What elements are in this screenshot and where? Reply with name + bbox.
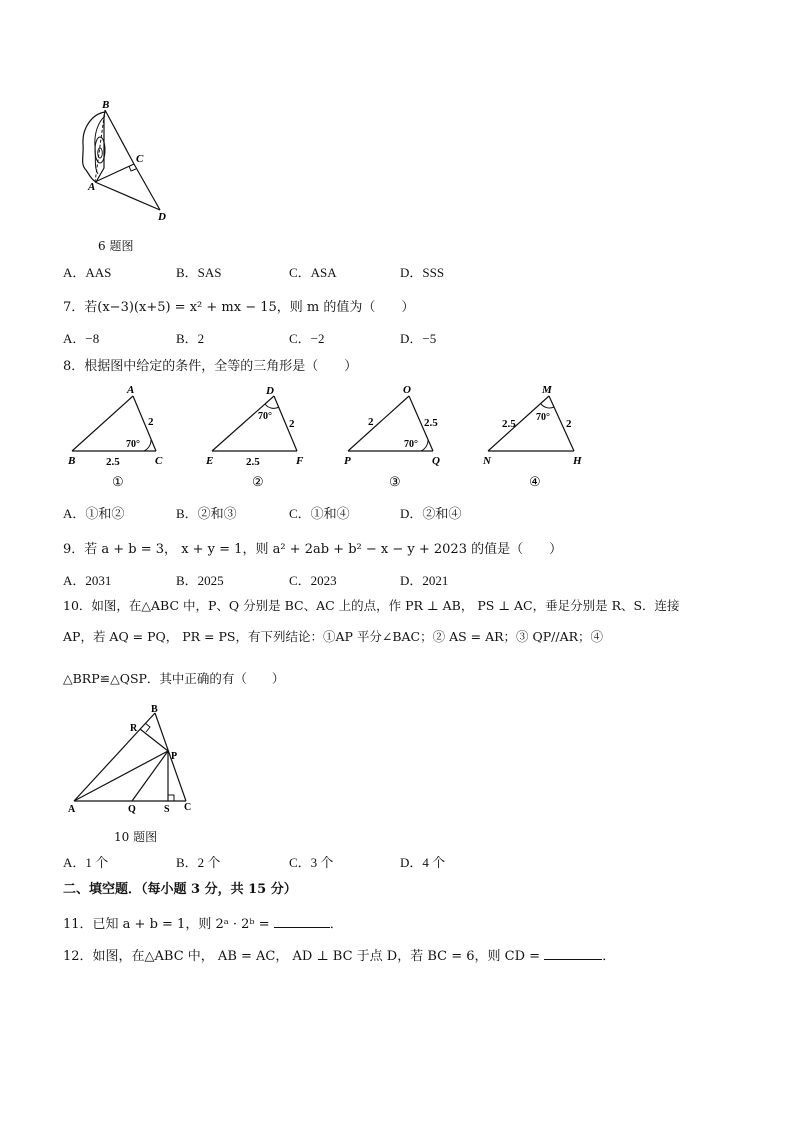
tri3-vertex-p: P: [344, 455, 351, 467]
tri1-base-label: 2.5: [106, 456, 120, 468]
tri1-side-label: 2: [148, 416, 154, 428]
tri4-vertex-n: N: [483, 455, 491, 467]
q9-text: 9．若 a + b = 3， x + y = 1，则 a² + 2ab + b² − x − y + 2023 的值是（ ）: [63, 542, 563, 557]
tri1-vertex-b: B: [68, 455, 76, 467]
tri3-right-label: 2.5: [424, 417, 438, 429]
q6-option-a[interactable]: A．AAS: [63, 265, 112, 280]
q9-option-d[interactable]: D．2021: [400, 573, 449, 588]
tri2-vertex-d: D: [266, 385, 274, 397]
tri4-number: ④: [529, 474, 541, 489]
q7-option-a[interactable]: A．−8: [63, 331, 100, 346]
q8-option-b[interactable]: B．②和③: [176, 506, 237, 521]
q12-text: 12．如图，在△ABC 中， AB = AC， AD ⊥ BC 于点 D，若 BC = 6，则 CD =: [63, 949, 545, 964]
q11-question: [63, 913, 343, 932]
tri2-side-label: 2: [289, 418, 295, 430]
q10-option-a[interactable]: A．1 个: [63, 855, 109, 870]
tri2-vertex-f: F: [296, 455, 304, 467]
tri1-angle-label: 70°: [126, 439, 140, 450]
fig6-caption: 6 题图: [98, 239, 134, 253]
figure-q10: [62, 702, 202, 818]
q8-option-d[interactable]: D．②和④: [400, 506, 462, 521]
q9-option-b[interactable]: B．2025: [176, 573, 224, 588]
q8-triangle-3: [344, 384, 440, 489]
tri1-number: ①: [112, 474, 124, 489]
fig6-label-d: D: [158, 211, 166, 223]
tri4-vertex-h: H: [573, 455, 582, 467]
q7-option-c[interactable]: C．−2: [289, 331, 325, 346]
q7-option-d[interactable]: D．−5: [400, 331, 437, 346]
tri1-vertex-a: A: [127, 384, 135, 396]
q10-text-line3: △BRP≌△QSP．其中正确的有（ ）: [63, 671, 285, 686]
q10-text-line1: 10．如图，在△ABC 中，P、Q 分别是 BC、AC 上的点，作 PR ⊥ AB， PS ⊥ AC，垂足分别是 R、S．连接: [63, 598, 680, 613]
fig10-label-c: C: [184, 802, 192, 813]
tri3-angle-label: 70°: [404, 439, 418, 450]
q9-option-c[interactable]: C．2023: [289, 573, 337, 588]
fig10-label-a: A: [68, 804, 76, 815]
q9-option-a[interactable]: A．2031: [63, 573, 112, 588]
q10-option-b[interactable]: B．2 个: [176, 855, 221, 870]
q12-answer-blank[interactable]: [544, 947, 602, 960]
tri3-left-label: 2: [368, 416, 374, 428]
q8-text: 8．根据图中给定的条件，全等的三角形是（ ）: [63, 359, 358, 374]
section2-title: 二、填空题．（每小题 3 分，共 15 分）: [63, 882, 297, 897]
q11-text: 11．已知 a + b = 1，则 2ᵃ · 2ᵇ =: [63, 917, 274, 932]
tri4-angle-label: 70°: [536, 412, 550, 423]
tri2-vertex-e: E: [206, 455, 214, 467]
fig10-label-b: B: [151, 704, 158, 715]
q10-option-d[interactable]: D．4 个: [400, 855, 446, 870]
q12-period: ．: [602, 949, 616, 964]
figure-q6: [74, 98, 174, 224]
tri4-right-label: 2: [566, 418, 572, 430]
fig6-label-b: B: [102, 99, 110, 111]
q8-triangle-1: [67, 384, 163, 489]
figure-q8: [60, 380, 600, 492]
tri2-angle-label: 70°: [258, 411, 272, 422]
q6-option-b[interactable]: B．SAS: [176, 265, 222, 280]
fig6-label-c: C: [136, 153, 144, 165]
q8-triangle-2: [205, 385, 304, 489]
tri1-vertex-c: C: [155, 455, 163, 467]
fig10-label-r: R: [130, 723, 138, 734]
q10-text-line2: AP，若 AQ = PQ， PR = PS，有下列结论：①AP 平分∠BAC；② AS = AR；③ QP//AR；④: [63, 629, 604, 644]
tri2-base-label: 2.5: [246, 456, 260, 468]
q8-option-a[interactable]: A．①和②: [63, 506, 125, 521]
fig10-label-p: P: [171, 751, 178, 762]
fig10-caption: 10 题图: [114, 830, 158, 844]
tri3-vertex-o: O: [403, 384, 411, 396]
q8-option-c[interactable]: C．①和④: [289, 506, 350, 521]
fig10-label-s: S: [164, 804, 170, 815]
q11-period: ．: [329, 917, 343, 932]
tri3-vertex-q: Q: [432, 455, 440, 467]
q12-question: [63, 945, 615, 964]
fig10-label-q: Q: [128, 804, 136, 815]
q7-text: 7．若(x−3)(x+5) = x² + mx − 15，则 m 的值为（ ）: [63, 300, 415, 315]
q11-answer-blank[interactable]: [274, 915, 330, 928]
q10-option-c[interactable]: C．3 个: [289, 855, 334, 870]
tri2-number: ②: [252, 474, 264, 489]
q6-option-c[interactable]: C．ASA: [289, 265, 337, 280]
q8-triangle-4: [482, 384, 582, 489]
tri4-vertex-m: M: [542, 384, 552, 396]
tri3-number: ③: [389, 474, 401, 489]
tri4-left-label: 2.5: [502, 418, 516, 430]
q7-option-b[interactable]: B．2: [176, 331, 205, 346]
fig6-label-a: A: [88, 181, 96, 193]
q6-option-d[interactable]: D．SSS: [400, 265, 445, 280]
